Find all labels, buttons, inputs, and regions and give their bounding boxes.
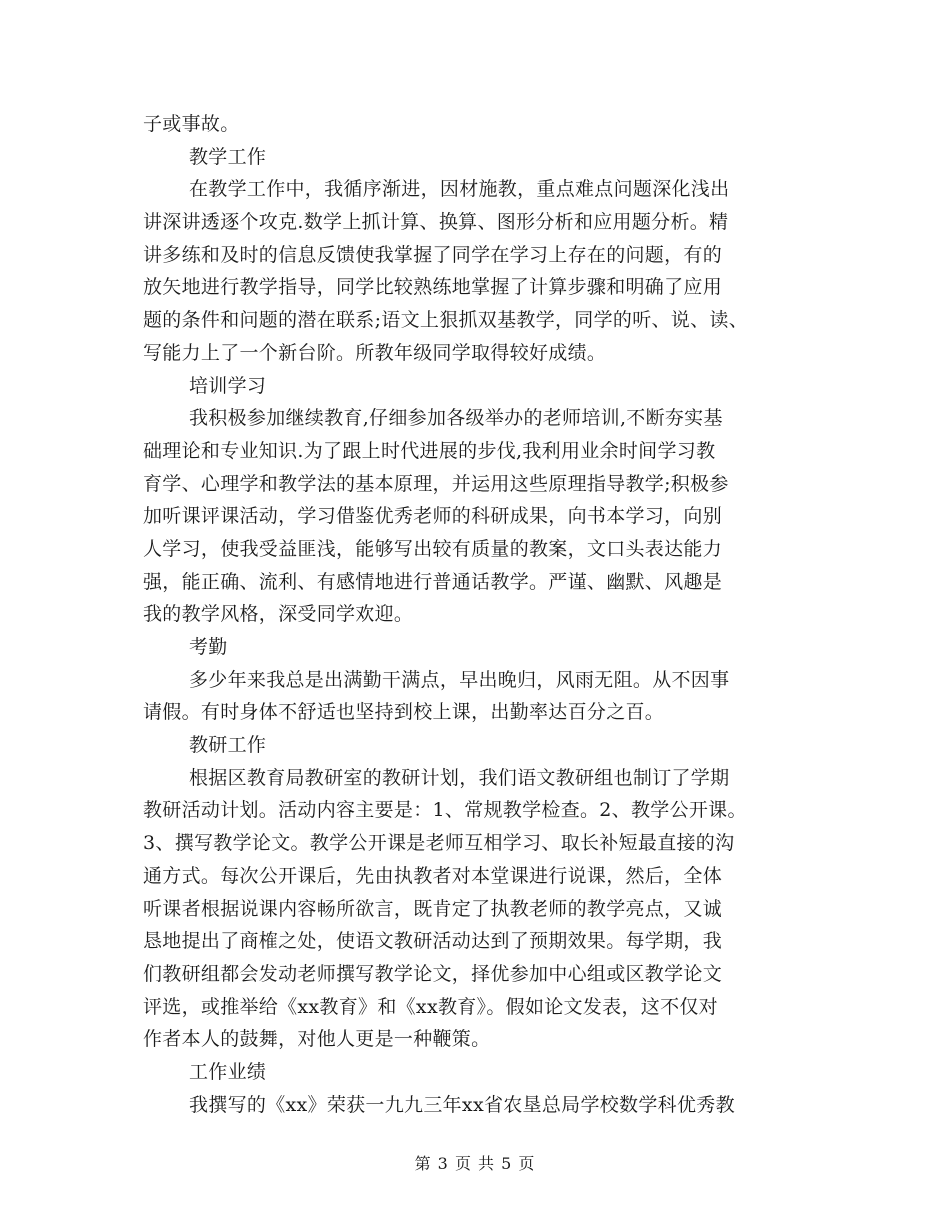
text-line: 我积极参加继续教育,仔细参加各级举办的老师培训,不断夯实基 xyxy=(189,407,723,430)
text-line: 题的条件和问题的潜在联系;语文上狠抓双基教学，同学的听、说、读、 xyxy=(143,309,749,332)
text-line: 我撰写的《xx》荣获一九九三年xx省农垦总局学校数学科优秀教 xyxy=(189,1093,735,1116)
text-line: 培训学习 xyxy=(189,374,267,397)
text-line: 我的教学风格，深受同学欢迎。 xyxy=(143,603,414,626)
text-line: 请假。有时身体不舒适也坚持到校上课，出勤率达百分之百。 xyxy=(143,701,665,724)
text-line: 人学习，使我受益匪浅，能够写出较有质量的教案，文口头表达能力 xyxy=(143,537,723,560)
text-line: 强，能正确、流利、有感情地进行普通话教学。严谨、幽默、风趣是 xyxy=(143,570,723,593)
text-line: 教研工作 xyxy=(189,734,267,757)
text-line: 写能力上了一个新台阶。所教年级同学取得较好成绩。 xyxy=(143,341,607,364)
text-line: 通方式。每次公开课后，先由执教者对本堂课进行说课，然后，全体 xyxy=(143,864,723,887)
text-line: 在教学工作中，我循序渐进，因材施教，重点难点问题深化浅出 xyxy=(189,178,730,201)
text-line: 讲深讲透逐个攻克.数学上抓计算、换算、图形分析和应用题分析。精 xyxy=(143,211,729,234)
text-line: 教学工作 xyxy=(189,145,267,168)
text-line: 根据区教育局教研室的教研计划，我们语文教研组也制订了学期 xyxy=(189,766,730,789)
text-line: 听课者根据说课内容畅所欲言，既肯定了执教老师的教学亮点，又诚 xyxy=(143,897,723,920)
document-body xyxy=(143,108,823,1121)
text-line: 多少年来我总是出满勤干满点，早出晚归，风雨无阻。从不因事 xyxy=(189,668,730,691)
text-line: 放矢地进行教学指导，同学比较熟练地掌握了计算步骤和明确了应用 xyxy=(143,276,723,299)
text-line: 作者本人的鼓舞，对他人更是一种鞭策。 xyxy=(143,1028,491,1051)
text-line: 子或事故。 xyxy=(143,113,240,135)
text-line: 考勤 xyxy=(189,636,228,658)
text-line: 工作业绩 xyxy=(189,1060,267,1083)
text-line: 评选，或推举给《xx教育》和《xx教育》。假如论文发表，这不仅对 xyxy=(143,995,718,1018)
page-footer: 第 3 页 共 5 页 xyxy=(414,1154,536,1173)
text-line: 3、撰写教学论文。教学公开课是老师互相学习、取长补短最直接的沟 xyxy=(143,832,735,855)
text-line: 加听课评课活动，学习借鉴优秀老师的科研成果，向书本学习，向别 xyxy=(143,505,723,528)
text-line: 讲多练和及时的信息反馈使我掌握了同学在学习上存在的问题，有的 xyxy=(143,243,723,266)
text-line: 恳地提出了商榷之处，使语文教研活动达到了预期效果。每学期，我 xyxy=(143,930,723,953)
text-line: 们教研组都会发动老师撰写教学论文，择优参加中心组或区教学论文 xyxy=(143,962,723,985)
text-line: 础理论和专业知识.为了跟上时代进展的步伐,我利用业余时间学习教 xyxy=(143,439,716,462)
text-line: 育学、心理学和教学法的基本原理，并运用这些原理指导教学;积极参 xyxy=(143,472,729,495)
text-line: 教研活动计划。活动内容主要是：1、常规教学检查。2、教学公开课。 xyxy=(143,799,747,822)
